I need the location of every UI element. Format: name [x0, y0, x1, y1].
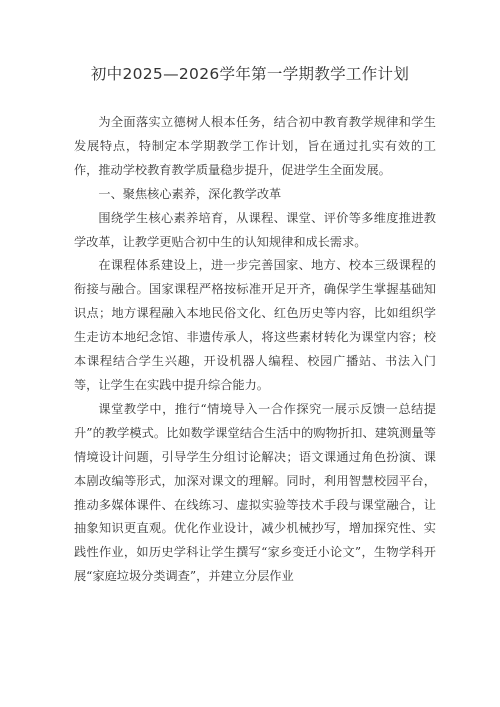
document-body [74, 111, 436, 589]
paragraph-intro: 为全面落实立德树人根本任务，结合初中教育教学规律和学生发展特点，特制定本学期教学工作计划，旨在通过扎实有效的工作，推动学校教育教学质量稳步提升，促进学生全面发展。 [74, 115, 436, 177]
paragraph: 围绕学生核心素养培育，从课程、课堂、评价等多维度推进教学改革，让教学更贴合初中生的认知规律和成长需求。 [74, 210, 436, 249]
paragraph: 课堂教学中，推行“情境导入一合作探究一展示反馈一总结提升”的教学模式。比如数学课堂结合生活中的购物折扣、建筑测量等情境设计问题，引导学生分组讨论解决；语文课通过角色扮演、课本剧改编等形式，加深对课文的理解。同时，利用智慧校园平台，推动多媒体课件、在线练习、虚拟实验等技术手段与课堂融合，让抽象知识更直观。优化作业设计，减少机械抄写，增加探究性、实践性作业，如历史学科让学生撰写“家乡变迁小论文”，生物学科开展“家庭垃圾分类调查”，并建立分层作业 [74, 401, 436, 584]
document-title: 初中2025—2026学年第一学期教学工作计划 [90, 65, 410, 83]
section-heading: 一、聚焦核心素养，深化教学改革 [98, 186, 282, 201]
paragraph: 在课程体系建设上，进一步完善国家、地方、校本三级课程的衔接与融合。国家课程严格按标准开足开齐，确保学生掌握基础知识点；地方课程融入本地民俗文化、红色历史等内容，比如组织学生走访本地纪念馆、非遗传承人，将这些素材转化为课堂内容；校本课程结合学生兴趣，开设机器人编程、校园广播站、书法入门等，让学生在实践中提升综合能力。 [74, 258, 436, 392]
